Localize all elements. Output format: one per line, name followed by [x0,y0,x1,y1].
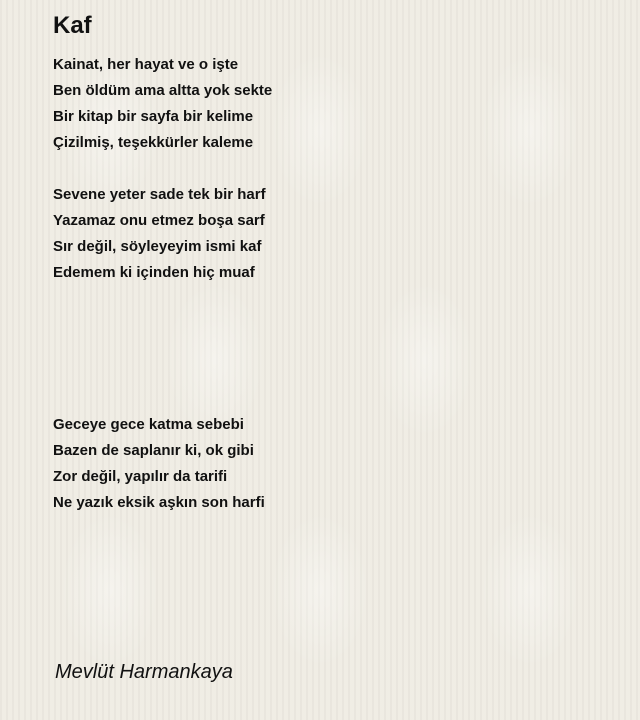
poem-author: Mevlüt Harmankaya [55,661,233,683]
poem-line: Kainat, her hayat ve o işte [53,56,239,73]
poem-title: Kaf [53,12,92,39]
poem-line: Ben öldüm ama altta yok sekte [53,82,273,99]
poem-line: Zor değil, yapılır da tarifi [53,468,228,485]
poem-line: Çizilmiş, teşekkürler kaleme [53,134,254,151]
poem-line: Yazamaz onu etmez boşa sarf [53,212,265,229]
poem-line: Sevene yeter sade tek bir harf [53,186,266,203]
poem-line: Geceye gece katma sebebi [53,416,244,433]
poem-line: Edemem ki içinden hiç muaf [53,264,255,281]
stanza-3 [53,412,265,516]
stanza-2 [53,182,266,286]
poem-line: Bazen de saplanır ki, ok gibi [53,442,254,459]
poem-line: Sır değil, söyleyeyim ismi kaf [53,238,262,255]
stanza-1 [53,52,272,156]
poem-line: Bir kitap bir sayfa bir kelime [53,108,254,125]
poem-line: Ne yazık eksik aşkın son harfi [53,494,265,511]
